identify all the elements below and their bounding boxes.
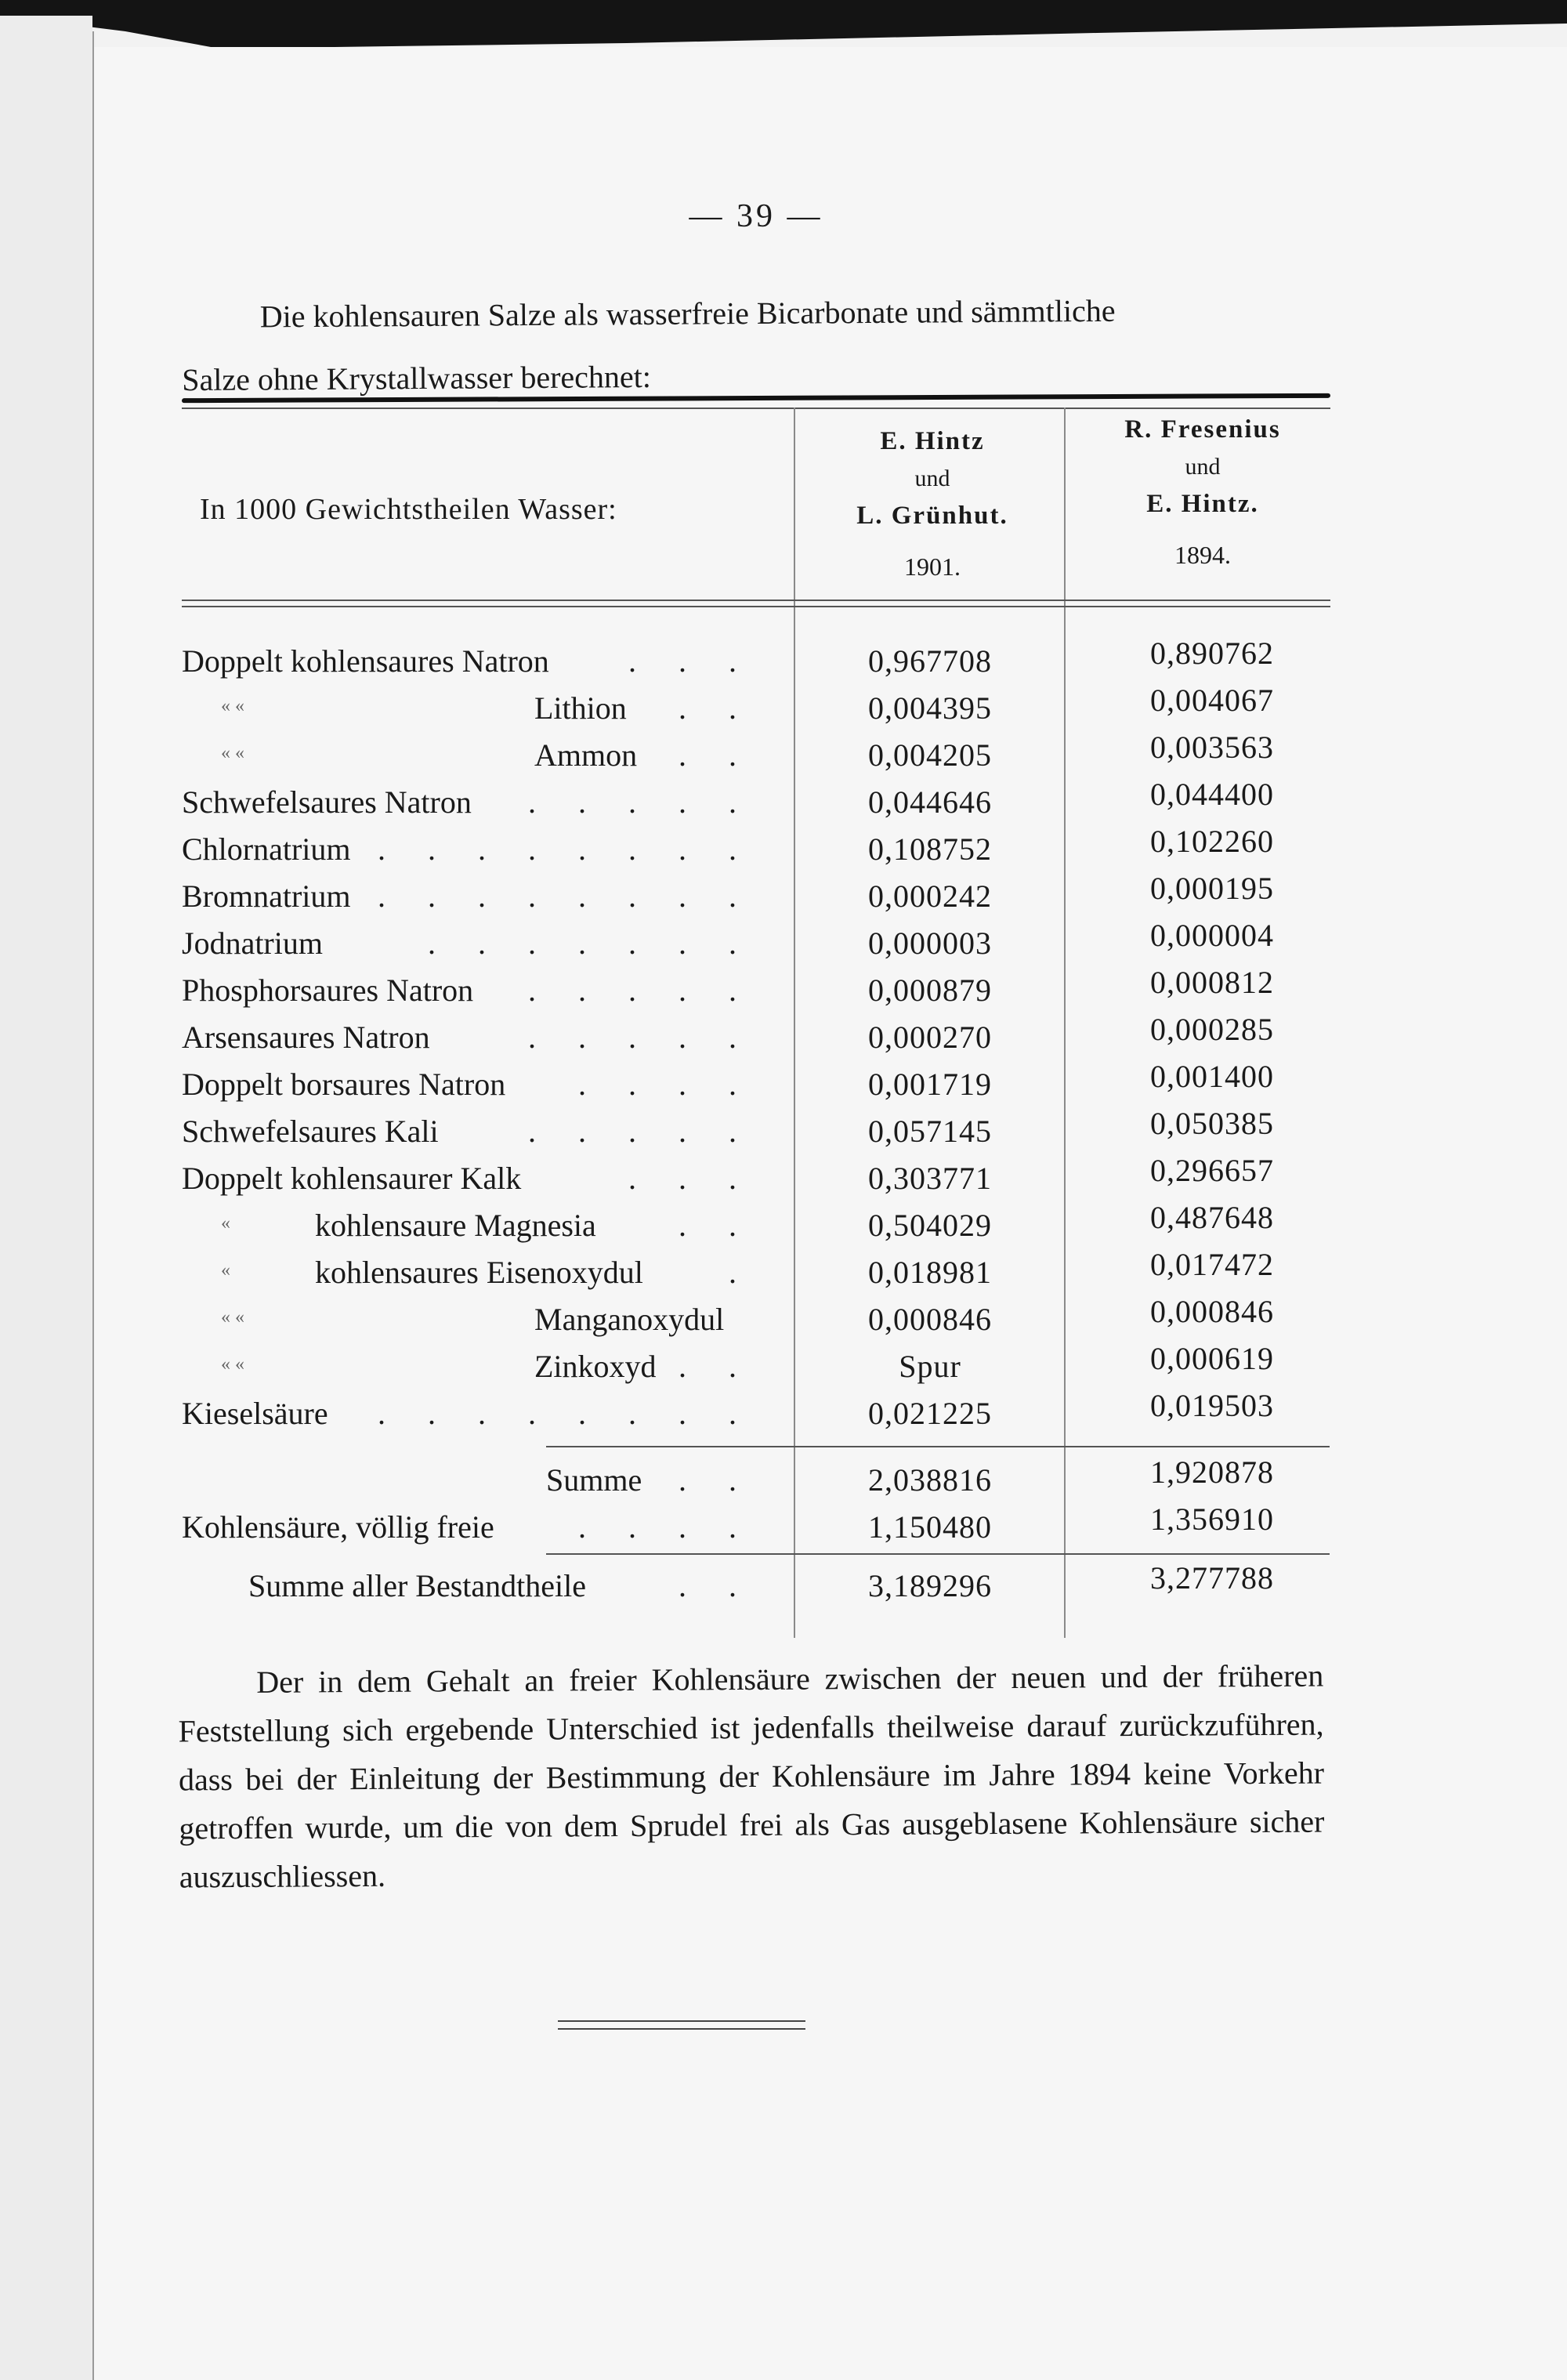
leader-dots: . . — [679, 1349, 754, 1384]
value-1901: 2,038816 — [868, 1462, 992, 1498]
ditto-mark: « — [221, 1260, 230, 1281]
ditto-mark: « « — [221, 696, 244, 716]
value-1901: 0,000879 — [868, 973, 992, 1008]
row-label: Doppelt kohlensaurer Kalk — [182, 1161, 522, 1196]
column-1894-connector: und — [1185, 454, 1221, 480]
leader-dots: . . — [679, 1568, 754, 1603]
sum-rule-1 — [546, 1446, 1330, 1447]
value-1894: 0,000004 — [1150, 918, 1274, 953]
row-label: Arsensaures Natron — [182, 1020, 430, 1055]
value-1894: 0,001400 — [1150, 1059, 1274, 1094]
value-1901: 0,000270 — [868, 1020, 992, 1055]
row-label: Kieselsäure — [182, 1396, 328, 1431]
column-header-1901 — [807, 427, 1058, 581]
column-1901-author-1: E. Hintz — [880, 427, 985, 455]
column-1901-author-2: L. Grünhut. — [856, 502, 1008, 530]
header-bottom-rule-2 — [182, 606, 1330, 607]
header-bottom-rule-1 — [182, 600, 1330, 601]
value-1894: 1,356910 — [1150, 1502, 1274, 1537]
closing-paragraph — [178, 1652, 1325, 1902]
table-row-free-co2 — [182, 1502, 1334, 1556]
value-1894: 0,102260 — [1150, 824, 1274, 859]
leader-dots: . . . . . — [528, 1020, 754, 1055]
value-1901: 0,000846 — [868, 1302, 992, 1337]
value-1901: 0,000003 — [868, 926, 992, 961]
value-1894: 0,000812 — [1150, 965, 1274, 1000]
page-number: — 39 — — [689, 198, 823, 234]
leader-dots: . . . . . . . . — [378, 1396, 754, 1431]
value-1894: 0,019503 — [1150, 1388, 1274, 1423]
row-label: Lithion — [534, 690, 627, 726]
value-1894: 0,000846 — [1150, 1294, 1274, 1329]
row-label: Summe aller Bestandtheile — [248, 1568, 586, 1603]
ditto-mark: « « — [221, 743, 244, 763]
leader-dots: . . — [679, 1208, 754, 1243]
row-label: Doppelt kohlensaures Natron — [182, 643, 549, 679]
leader-dots: . — [729, 1255, 754, 1290]
leader-dots: . . . . . . . — [428, 926, 754, 961]
column-1894-author-1: R. Fresenius — [1124, 415, 1281, 444]
value-1901: 3,189296 — [868, 1568, 992, 1603]
ditto-mark: « « — [221, 1307, 244, 1328]
value-1901: Spur — [899, 1349, 961, 1384]
row-label: Schwefelsaures Natron — [182, 784, 472, 820]
ditto-mark: « « — [221, 1354, 244, 1375]
value-1901: 0,108752 — [868, 831, 992, 867]
leader-dots: . . . . . . . . — [378, 878, 754, 914]
leader-dots: . . . . . — [528, 973, 754, 1008]
leader-dots: . . . . — [578, 1509, 754, 1545]
previous-page-strip — [0, 16, 92, 2380]
row-label: Jodnatrium — [182, 926, 323, 961]
row-label: Phosphorsaures Natron — [182, 973, 474, 1008]
value-1894: 0,000619 — [1150, 1341, 1274, 1376]
value-1901: 0,303771 — [868, 1161, 992, 1196]
value-1894: 0,017472 — [1150, 1247, 1274, 1282]
value-1894: 1,920878 — [1150, 1454, 1274, 1490]
closing-paragraph-line-1: Der in dem Gehalt an freier Kohlensäure zwischen der neuen und — [256, 1658, 1148, 1700]
sum-rule-2 — [546, 1553, 1330, 1555]
leader-dots: . . . . . — [528, 1114, 754, 1149]
leader-dots: . . . — [628, 643, 754, 679]
column-1901-year: 1901. — [904, 552, 961, 581]
column-header-1894 — [1069, 415, 1336, 570]
row-label: Ammon — [534, 737, 638, 773]
value-1901: 1,150480 — [868, 1509, 992, 1545]
value-1894: 0,050385 — [1150, 1106, 1274, 1141]
leader-dots: . . — [679, 737, 754, 773]
value-1894: 0,044400 — [1150, 777, 1274, 812]
value-1901: 0,001719 — [868, 1067, 992, 1102]
column-1894-author-2: E. Hintz. — [1146, 490, 1259, 518]
row-label: Manganoxydul — [534, 1302, 725, 1337]
leader-dots: . . . . — [578, 1067, 754, 1102]
leader-dots: . . — [679, 690, 754, 726]
value-1901: 0,004205 — [868, 737, 992, 773]
value-1901: 0,504029 — [868, 1208, 992, 1243]
table-row-header-label: In 1000 Gewichtstheilen Wasser: — [200, 493, 617, 526]
value-1901: 0,000242 — [868, 878, 992, 914]
leader-dots: . . . — [628, 1161, 754, 1196]
intro-text — [181, 278, 1334, 411]
value-1894: 0,296657 — [1150, 1153, 1274, 1188]
value-1894: 3,277788 — [1150, 1560, 1274, 1596]
value-1901: 0,057145 — [868, 1114, 992, 1149]
row-label: Doppelt borsaures Natron — [182, 1067, 506, 1102]
row-label: Zinkoxyd — [534, 1349, 657, 1384]
value-1901: 0,018981 — [868, 1255, 992, 1290]
table-row — [182, 1388, 1334, 1442]
leader-dots: . . . . . . . . — [378, 831, 754, 867]
value-1894: 0,003563 — [1150, 730, 1274, 765]
value-1894: 0,487648 — [1150, 1200, 1274, 1235]
closing-paragraph-rest: der früheren Feststellung sich ergebende Unterschied ist jedenfalls theilweise darauf zurückzuführen, dass bei der Einleitung der Bestimmung der Kohlensäure im Jahre 1894 keine Vorkehr getroffen wurde, um die von dem Sprudel frei als Gas ausgeblasene Kohlensäure sicher auszuschliessen. — [178, 1657, 1325, 1895]
table-top-rule-thin — [182, 408, 1330, 409]
column-1901-connector: und — [914, 465, 950, 491]
intro-line-2: Salze ohne Krystallwasser berechnet: — [182, 358, 652, 398]
leader-dots: . . . . . — [528, 784, 754, 820]
row-label: Bromnatrium — [182, 878, 351, 914]
end-rule — [558, 2020, 805, 2030]
intro-line-1: Die kohlensauren Salze als wasserfreie Bicarbonate und sämmtliche — [259, 292, 1116, 335]
row-label: kohlensaures Eisenoxydul — [315, 1255, 643, 1290]
value-1901: 0,021225 — [868, 1396, 992, 1431]
row-label: Chlornatrium — [182, 831, 351, 867]
ditto-mark: « — [221, 1213, 230, 1233]
row-label: kohlensaure Magnesia — [315, 1208, 596, 1243]
value-1894: 0,890762 — [1150, 636, 1274, 671]
value-1901: 0,044646 — [868, 784, 992, 820]
leader-dots: . . — [679, 1462, 754, 1498]
value-1894: 0,000285 — [1150, 1012, 1274, 1047]
row-label: Kohlensäure, völlig freie — [182, 1509, 494, 1545]
value-1901: 0,967708 — [868, 643, 992, 679]
row-label: Summe — [546, 1462, 642, 1498]
value-1894: 0,000195 — [1150, 871, 1274, 906]
table-row-total — [182, 1560, 1334, 1614]
value-1894: 0,004067 — [1150, 683, 1274, 718]
value-1901: 0,004395 — [868, 690, 992, 726]
column-1894-year: 1894. — [1174, 541, 1231, 569]
row-label: Schwefelsaures Kali — [182, 1114, 439, 1149]
